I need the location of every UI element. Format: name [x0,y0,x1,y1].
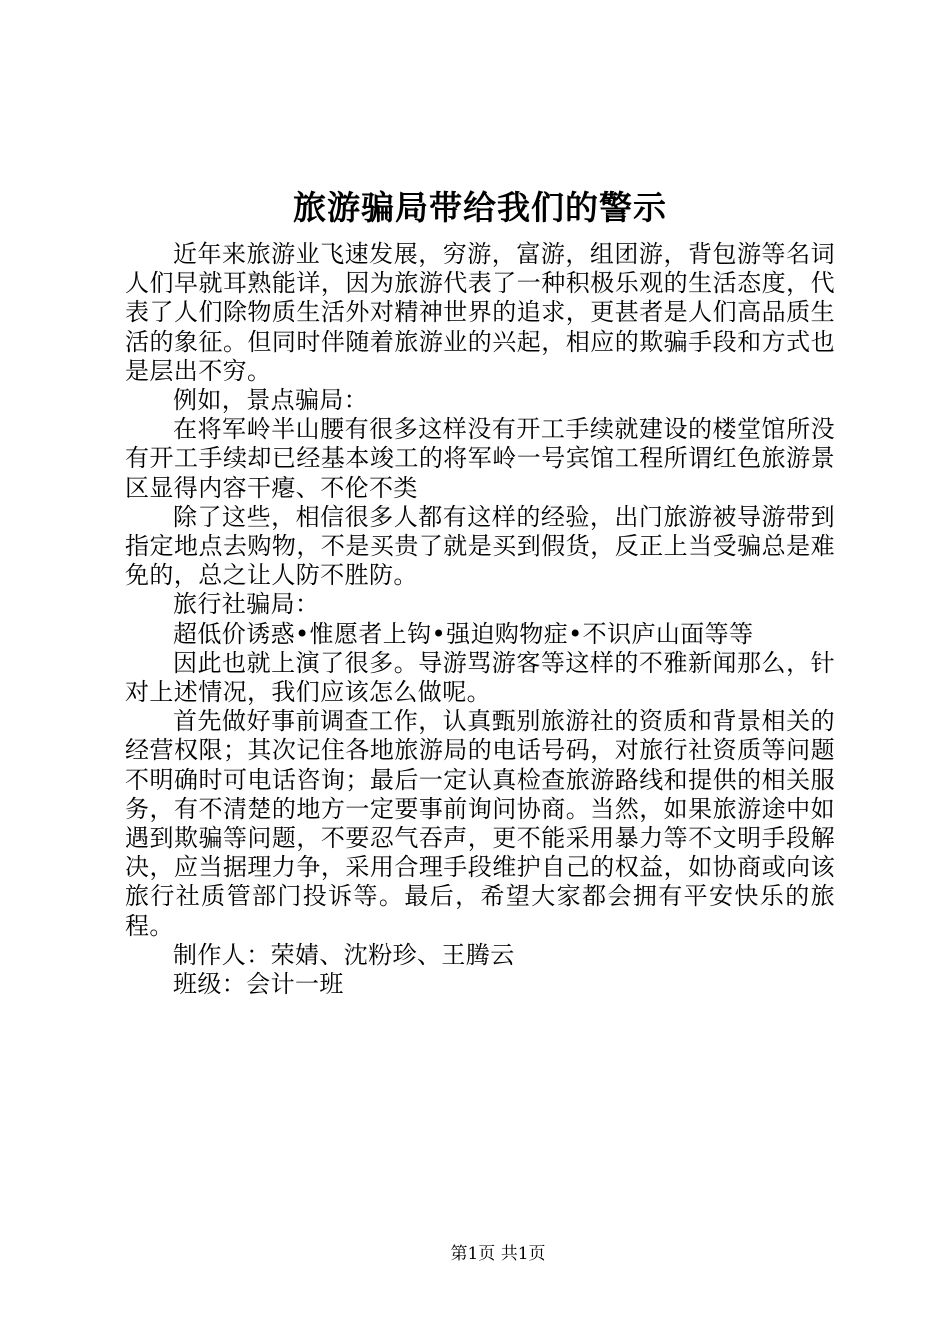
paragraph-advice: 首先做好事前调查工作，认真甄别旅游社的资质和背景相关的经营权限；其次记住各地旅游局的电话号码，对旅行社资质等问题不明确时可电话咨询；最后一定认真检查旅游路线和提供的相关服务，有不清楚的地方一定要事前询问协商。当然，如果旅游途中如遇到欺骗等问题，不要忍气吞声，更不能采用暴力等不文明手段解决，应当据理力争，采用合理手段维护自己的权益，如协商或向该旅行社质管部门投诉等。最后，希望大家都会拥有平安快乐的旅程。 [125,707,835,940]
paragraph-scenic-scam-heading: 例如，景点骗局： [173,386,369,415]
paragraph-shopping-experience: 除了这些，相信很多人都有这样的经验，出门旅游被导游带到指定地点去购物，不是买贵了就是买到假货，反正上当受骗总是难免的，总之让人防不胜防。 [125,502,835,590]
paragraph-intro: 近年来旅游业飞速发展，穷游，富游，组团游，背包游等名词人们早就耳熟能详，因为旅游代表了一种积极乐观的生活态度，代表了人们除物质生活外对精神世界的追求，更甚者是人们高品质生活的象征。但同时伴随着旅游业的兴起，相应的欺骗手段和方式也是层出不穷。 [125,240,835,385]
document-body [125,240,835,999]
paragraph-scenic-scam-detail: 在将军岭半山腰有很多这样没有开工手续就建设的楼堂馆所没有开工手续却已经基本竣工的将军岭一号宾馆工程所谓红色旅游景区显得内容干瘪、不伦不类 [125,415,835,502]
paragraph-agency-scam-heading: 旅行社骗局： [173,590,320,619]
paragraph-authors: 制作人：荣婧、沈粉珍、王腾云 [173,940,515,969]
page-footer: 第1页 共1页 [450,1244,546,1264]
document-title: 旅游骗局带给我们的警示 [293,188,667,227]
paragraph-consequence: 因此也就上演了很多。导游骂游客等这样的不雅新闻那么，针对上述情况，我们应该怎么做呢。 [125,648,835,707]
paragraph-class: 班级：会计一班 [173,970,344,999]
paragraph-agency-scam-list: 超低价诱惑•惟愿者上钩•强迫购物症•不识庐山面等等 [173,619,754,648]
